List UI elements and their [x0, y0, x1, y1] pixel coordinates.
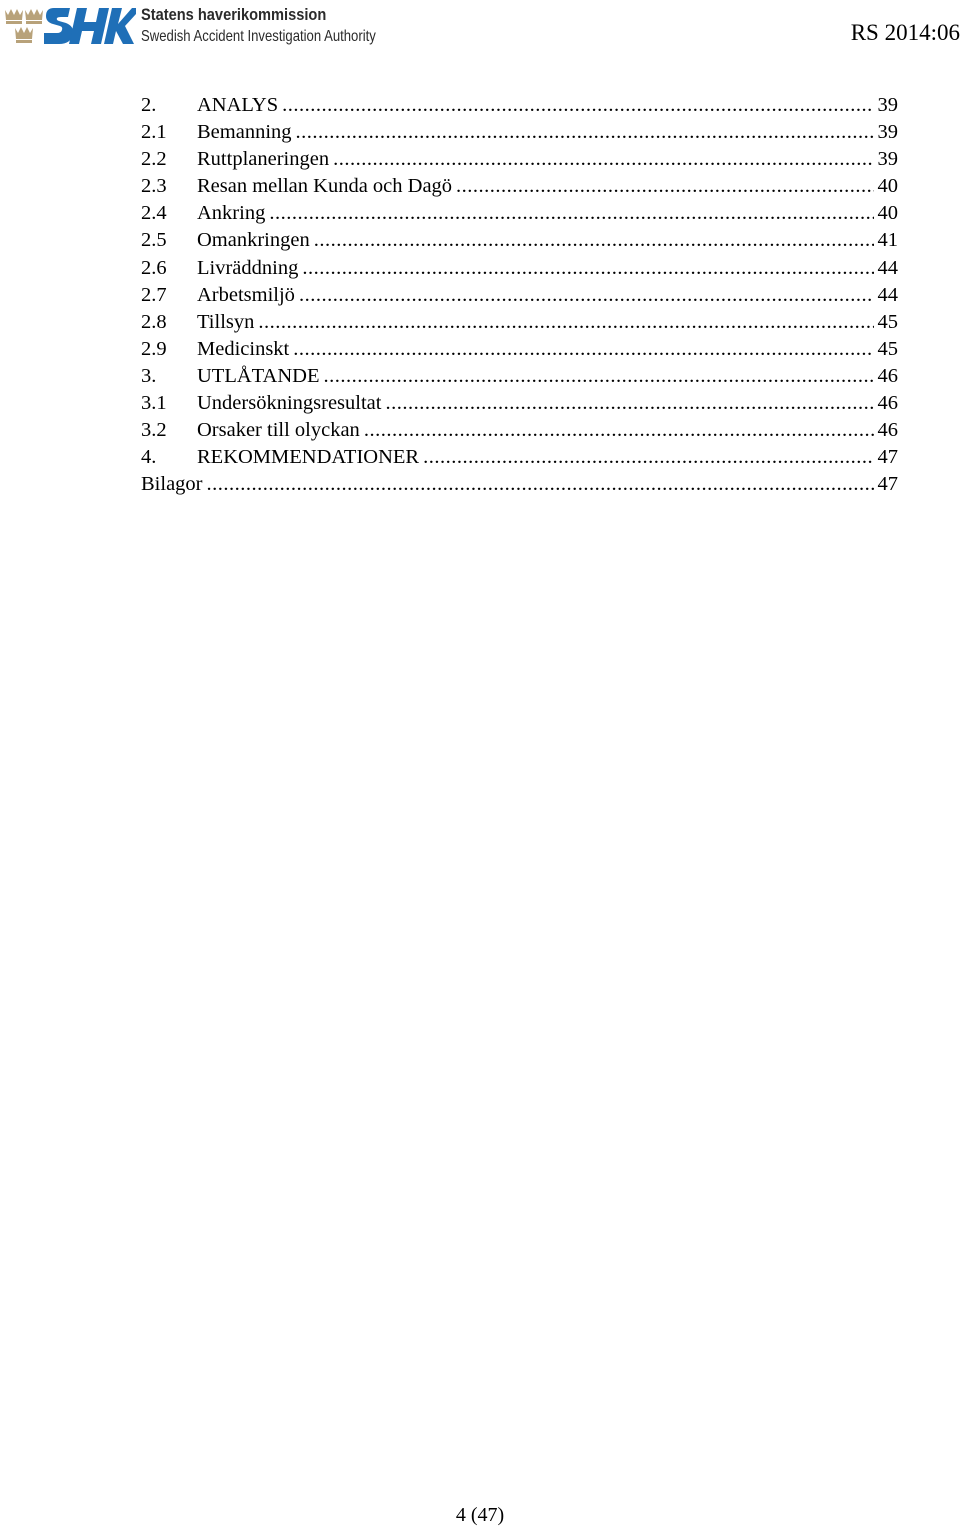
toc-dot-leader: [302, 255, 873, 282]
toc-entry-line: [197, 417, 898, 444]
page-header: [0, 0, 960, 60]
table-of-contents: [141, 92, 898, 498]
toc-entry[interactable]: [141, 200, 898, 227]
toc-entry[interactable]: [141, 390, 898, 417]
toc-entry-page: 44: [877, 283, 898, 306]
toc-entry-title: Bemanning: [197, 121, 292, 144]
toc-entry-line: [197, 390, 898, 417]
toc-entry-number: 3.: [141, 364, 157, 387]
toc-entry[interactable]: [141, 227, 898, 254]
toc-entry-number: 2.: [141, 94, 157, 116]
toc-entry[interactable]: [141, 92, 898, 119]
toc-entry-title: Livräddning: [197, 256, 299, 279]
toc-dot-leader: [296, 119, 874, 146]
toc-entry-page: 39: [877, 94, 898, 116]
toc-entry-page: 44: [877, 256, 898, 279]
toc-entry-page: 46: [877, 364, 898, 387]
toc-entry[interactable]: [141, 444, 898, 471]
toc-entry-number: 2.3: [141, 175, 167, 198]
shk-logo-icon: [44, 6, 136, 46]
toc-entry-title: REKOMMENDATIONER: [197, 446, 420, 469]
toc-dot-leader: [207, 471, 874, 498]
toc-entry-title: Medicinskt: [197, 337, 290, 360]
toc-entry[interactable]: [141, 119, 898, 146]
toc-dot-leader: [293, 336, 873, 363]
toc-entry-number: 2.9: [141, 337, 167, 360]
toc-entry-line: [197, 336, 898, 363]
toc-dot-leader: [314, 227, 874, 254]
toc-dot-leader: [269, 200, 873, 227]
toc-entry-page: 40: [877, 202, 898, 225]
toc-entry-title: Bilagor: [141, 473, 203, 496]
toc-entry[interactable]: [141, 282, 898, 309]
toc-dot-leader: [299, 282, 874, 309]
three-crowns-icon: [4, 6, 44, 46]
organization-name-english: Swedish Accident Investigation Authority: [141, 27, 376, 45]
toc-entry-number: 2.6: [141, 256, 167, 279]
toc-entry[interactable]: [141, 363, 898, 390]
toc-entry-number: 2.5: [141, 229, 167, 252]
toc-entry-number: 2.2: [141, 148, 167, 171]
toc-entry-title: Ruttplaneringen: [197, 148, 330, 171]
toc-dot-leader: [423, 444, 873, 471]
toc-dot-leader: [364, 417, 874, 444]
toc-entry[interactable]: [141, 255, 898, 282]
toc-entry[interactable]: [141, 146, 898, 173]
toc-entry-line: [197, 119, 898, 146]
toc-dot-leader: [333, 146, 873, 173]
toc-entry-number: 2.4: [141, 202, 167, 225]
toc-entry-number: 4.: [141, 446, 157, 469]
toc-entry-number: 2.1: [141, 121, 167, 144]
toc-dot-leader: [323, 363, 873, 390]
toc-entry-page: 39: [877, 148, 898, 171]
toc-entry[interactable]: [141, 417, 898, 444]
toc-entry-number: 2.8: [141, 310, 167, 333]
toc-entry-number: 3.2: [141, 419, 167, 442]
toc-entry-title: Undersökningsresultat: [197, 392, 382, 415]
toc-entry-page: 47: [877, 446, 898, 469]
toc-entry-title: Arbetsmiljö: [197, 283, 295, 306]
toc-entry-page: 46: [877, 419, 898, 442]
toc-entry-line: [197, 309, 898, 336]
toc-entry-number: 3.1: [141, 392, 167, 415]
toc-entry-title: Ankring: [197, 202, 266, 225]
organization-name: [141, 6, 427, 45]
toc-entry-page: 39: [877, 121, 898, 144]
toc-entry-line: [197, 200, 898, 227]
toc-entry[interactable]: [141, 336, 898, 363]
toc-entry-page: 45: [877, 337, 898, 360]
toc-entry-page: 47: [877, 473, 898, 496]
report-id: RS 2014:06: [850, 20, 960, 45]
toc-entry[interactable]: [141, 471, 898, 498]
toc-entry-line: [197, 146, 898, 173]
toc-entry-title: ANALYS: [197, 94, 279, 116]
toc-entry-page: 40: [877, 175, 898, 198]
toc-entry-line: [197, 173, 898, 200]
page-number: 4 (47): [455, 1504, 505, 1526]
toc-entry-line: [197, 255, 898, 282]
toc-dot-leader: [258, 309, 873, 336]
toc-entry-line: [197, 444, 898, 471]
toc-dot-leader: [385, 390, 873, 417]
toc-entry-title: Resan mellan Kunda och Dagö: [197, 175, 453, 198]
toc-entry-line: [141, 471, 898, 498]
toc-dot-leader: [456, 173, 873, 200]
toc-entry-title: Tillsyn: [197, 310, 255, 333]
toc-entry-title: UTLÅTANDE: [197, 364, 320, 387]
toc-entry-title: Orsaker till olyckan: [197, 419, 360, 442]
toc-entry-page: 46: [877, 392, 898, 415]
toc-entry-line: [197, 282, 898, 309]
toc-entry[interactable]: [141, 309, 898, 336]
toc-entry[interactable]: [141, 173, 898, 200]
toc-entry-line: [197, 227, 898, 254]
toc-entry-line: [197, 92, 898, 119]
toc-entry-page: 41: [877, 229, 898, 252]
organization-name-swedish: Statens haverikommission: [141, 5, 327, 24]
toc-entry-line: [197, 363, 898, 390]
toc-entry-title: Omankringen: [197, 229, 310, 252]
toc-entry-page: 45: [877, 310, 898, 333]
toc-entry-number: 2.7: [141, 283, 167, 306]
toc-dot-leader: [282, 92, 873, 119]
